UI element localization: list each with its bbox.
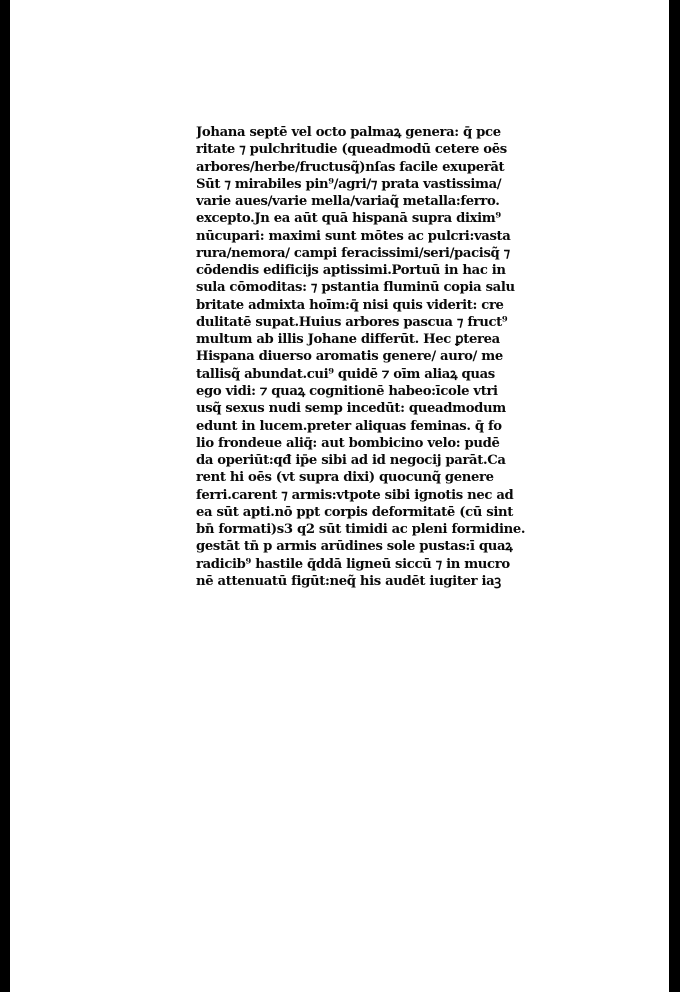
text-line: ea sūt apti.nō ppt corpis deformitatē (cū sint xyxy=(196,504,513,520)
text-line: Sūt ⁊ mirabiles pin⁹/agri/⁊ prata vastissima/ xyxy=(196,176,502,192)
text-line: cōdendis edificijs aptissimi.Portuū in hac in xyxy=(196,263,506,279)
text-line: nē attenuatū figūt:neq̃ his audēt iugiter iaꝫ xyxy=(196,573,501,589)
text-line: arbores/herbe/fructusq̃)nſas facile exuperāt xyxy=(196,159,505,175)
text-line: varie aues/varie mella/variaq̃ metalla:ferro. xyxy=(196,194,500,210)
text-line: britate admixta hoīm:q̄ nisi quis viderit: cre xyxy=(196,297,504,313)
text-line: gestāt tn̄ p armis arūdines sole pustas:ī quaꝝ xyxy=(196,539,513,555)
text-line: rura/nemora/ campi feracissimi/seri/pacisq̃ ⁊ xyxy=(196,245,510,261)
text-line: excepto.Jn ea aūt quā hispanā supra dixim⁹ xyxy=(196,211,501,227)
text-line: nūcupari: maximi sunt mōtes ac pulcri:vasta xyxy=(196,228,511,244)
text-line: usq̃ sexus nudi semp incedūt: queadmodum xyxy=(196,401,506,417)
text-line: ego vidi: ⁊ quaꝝ cognitionē habeo:īcole vtri xyxy=(196,383,498,399)
text-column xyxy=(196,124,556,590)
text-line: dulitatē supat.Huius arbores pascua ⁊ fruct⁹ xyxy=(196,314,508,330)
text-line: ritate ⁊ pulchritudie (queadmodū cetere oēs xyxy=(196,142,507,158)
text-line: multum ab illis Johane differūt. Hec ꝑterea xyxy=(196,332,500,348)
text-line: lio frondeue aliq̄: aut bombicino velo: pudē xyxy=(196,435,500,451)
text-line: bn̄ formati)s3 q2 sūt timidi ac pleni formidine. xyxy=(196,522,526,538)
text-line: radicib⁹ hastile q̄ddā ligneū siccū ⁊ in mucro xyxy=(196,556,510,572)
text-line: tallisq̃ abundat.cui⁹ quidē ⁊ oīm aliaꝝ quas xyxy=(196,366,495,382)
text-line: edunt in lucem.preter aliquas feminas. q̄ fo xyxy=(196,418,502,434)
text-line: rent hi oēs (vt supra dixi) quocunq̃ genere xyxy=(196,470,494,486)
text-line: Johana septē vel octo palmaꝝ genera: q̄ pce xyxy=(196,125,501,140)
text-line: Hispana diuerso aromatis genere/ auro/ me xyxy=(196,349,503,365)
text-line: da operiūt:qđ ip̄e sibi ad id negocij parāt.Ca xyxy=(196,453,506,469)
book-page xyxy=(10,0,669,992)
text-line: sula cōmoditas: ⁊ pstantia fluminū copia salu xyxy=(196,280,515,296)
text-line: ferri.carent ⁊ armis:vtpote sibi ignotis nec ad xyxy=(196,487,514,503)
